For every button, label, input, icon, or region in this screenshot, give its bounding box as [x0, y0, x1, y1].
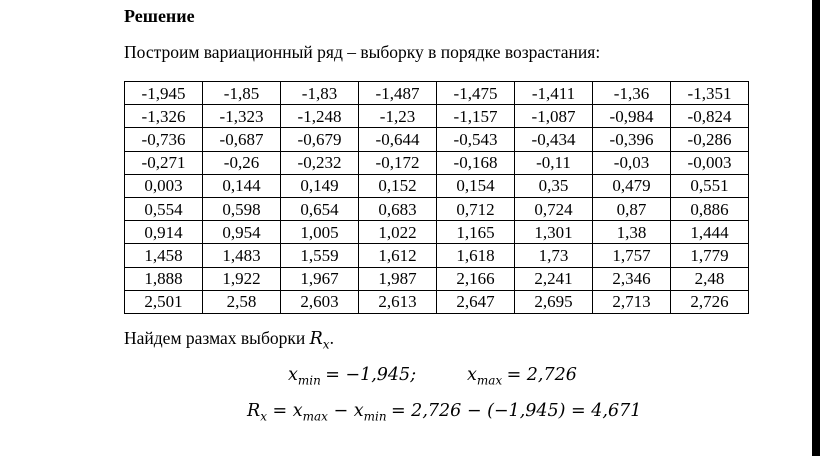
table-cell: -0,396: [593, 128, 671, 151]
table-cell: 2,241: [515, 267, 593, 290]
table-row: [125, 174, 749, 197]
table-cell: -1,36: [593, 82, 671, 105]
table-cell: 1,483: [203, 244, 281, 267]
table-cell: 1,612: [359, 244, 437, 267]
table-cell: 1,922: [203, 267, 281, 290]
table-cell: 2,613: [359, 290, 437, 313]
table-cell: 1,888: [125, 267, 203, 290]
table-cell: 0,554: [125, 197, 203, 220]
table-cell: 0,712: [437, 197, 515, 220]
table-row: [125, 128, 749, 151]
table-cell: -1,248: [281, 105, 359, 128]
table-row: [125, 105, 749, 128]
table-cell: 0,35: [515, 174, 593, 197]
table-cell: -1,85: [203, 82, 281, 105]
table-row: [125, 151, 749, 174]
table-cell: 0,479: [593, 174, 671, 197]
table-cell: 0,003: [125, 174, 203, 197]
table-cell: -0,644: [359, 128, 437, 151]
table-cell: 0,654: [281, 197, 359, 220]
table-cell: 0,149: [281, 174, 359, 197]
table-cell: 1,022: [359, 221, 437, 244]
table-cell: 0,87: [593, 197, 671, 220]
table-cell: -1,323: [203, 105, 281, 128]
table-cell: 1,444: [671, 221, 749, 244]
intro-paragraph: Построим вариационный ряд – выборку в порядке возрастания:: [124, 42, 601, 62]
table-cell: -0,26: [203, 151, 281, 174]
table-cell: 2,713: [593, 290, 671, 313]
range-formula-value: = 2,726 − (−1,945) = 4,671: [390, 401, 642, 421]
table-cell: 2,647: [437, 290, 515, 313]
table-cell: 2,58: [203, 290, 281, 313]
range-symbol: $R_x$: [309, 329, 330, 352]
table-cell: 0,886: [671, 197, 749, 220]
table-cell: 1,458: [125, 244, 203, 267]
table-cell: 1,301: [515, 221, 593, 244]
table-cell: -0,687: [203, 128, 281, 151]
table-cell: -1,411: [515, 82, 593, 105]
table-cell: 2,603: [281, 290, 359, 313]
section-heading: Решение: [124, 6, 195, 26]
table-cell: -1,945: [125, 82, 203, 105]
table-cell: -0,11: [515, 151, 593, 174]
table-cell: -1,351: [671, 82, 749, 105]
table-cell: 2,48: [671, 267, 749, 290]
table-cell: -0,286: [671, 128, 749, 151]
table-cell: 2,695: [515, 290, 593, 313]
table-cell: -1,087: [515, 105, 593, 128]
table-cell: 1,165: [437, 221, 515, 244]
table-cell: 1,987: [359, 267, 437, 290]
table-cell: 1,559: [281, 244, 359, 267]
xmax-formula: $x_{max} = 2,726$: [467, 365, 577, 388]
table-cell: 0,724: [515, 197, 593, 220]
table-row: [125, 221, 749, 244]
table-cell: 0,683: [359, 197, 437, 220]
table-cell: -0,168: [437, 151, 515, 174]
range-paragraph: Найдем размах выборки $R_x$.: [124, 328, 334, 352]
variation-series-table: [124, 81, 749, 314]
table-cell: 0,598: [203, 197, 281, 220]
range-paragraph-text: Найдем размах выборки: [124, 328, 306, 348]
table-row: [125, 244, 749, 267]
table-cell: 0,954: [203, 221, 281, 244]
table-row: [125, 82, 749, 105]
table-cell: -0,232: [281, 151, 359, 174]
table-cell: 1,779: [671, 244, 749, 267]
table-cell: -0,172: [359, 151, 437, 174]
xmin-formula: $x_{min} = -1,945$;: [288, 365, 417, 388]
table-cell: 1,005: [281, 221, 359, 244]
table-cell: 0,144: [203, 174, 281, 197]
table-cell: -0,679: [281, 128, 359, 151]
table-cell: 1,967: [281, 267, 359, 290]
table-cell: -1,83: [281, 82, 359, 105]
table-cell: -0,003: [671, 151, 749, 174]
table-cell: -0,984: [593, 105, 671, 128]
table-cell: 0,154: [437, 174, 515, 197]
table-row: [125, 267, 749, 290]
table-cell: -0,434: [515, 128, 593, 151]
table-cell: 0,551: [671, 174, 749, 197]
table-cell: -0,03: [593, 151, 671, 174]
table-row: [125, 290, 749, 313]
table-cell: 1,73: [515, 244, 593, 267]
table-cell: -0,736: [125, 128, 203, 151]
table-cell: -1,157: [437, 105, 515, 128]
table-cell: -0,543: [437, 128, 515, 151]
table-cell: -0,824: [671, 105, 749, 128]
table-cell: 0,152: [359, 174, 437, 197]
table-row: [125, 197, 749, 220]
table-cell: 2,346: [593, 267, 671, 290]
table-cell: 2,501: [125, 290, 203, 313]
xmax-value: = 2,726: [506, 365, 577, 385]
table-cell: 1,757: [593, 244, 671, 267]
table-cell: 0,914: [125, 221, 203, 244]
table-cell: 1,38: [593, 221, 671, 244]
range-formula: $R_x = x_{max} - x_{min} = 2,726 - (-1,945) = 4,671$: [247, 401, 642, 424]
table-cell: -1,475: [437, 82, 515, 105]
table-cell: -0,271: [125, 151, 203, 174]
table-cell: -1,487: [359, 82, 437, 105]
table-cell: 2,726: [671, 290, 749, 313]
table-cell: 2,166: [437, 267, 515, 290]
xmin-value: = −1,945;: [325, 365, 417, 385]
table-cell: -1,23: [359, 105, 437, 128]
table-cell: 1,618: [437, 244, 515, 267]
table-cell: -1,326: [125, 105, 203, 128]
